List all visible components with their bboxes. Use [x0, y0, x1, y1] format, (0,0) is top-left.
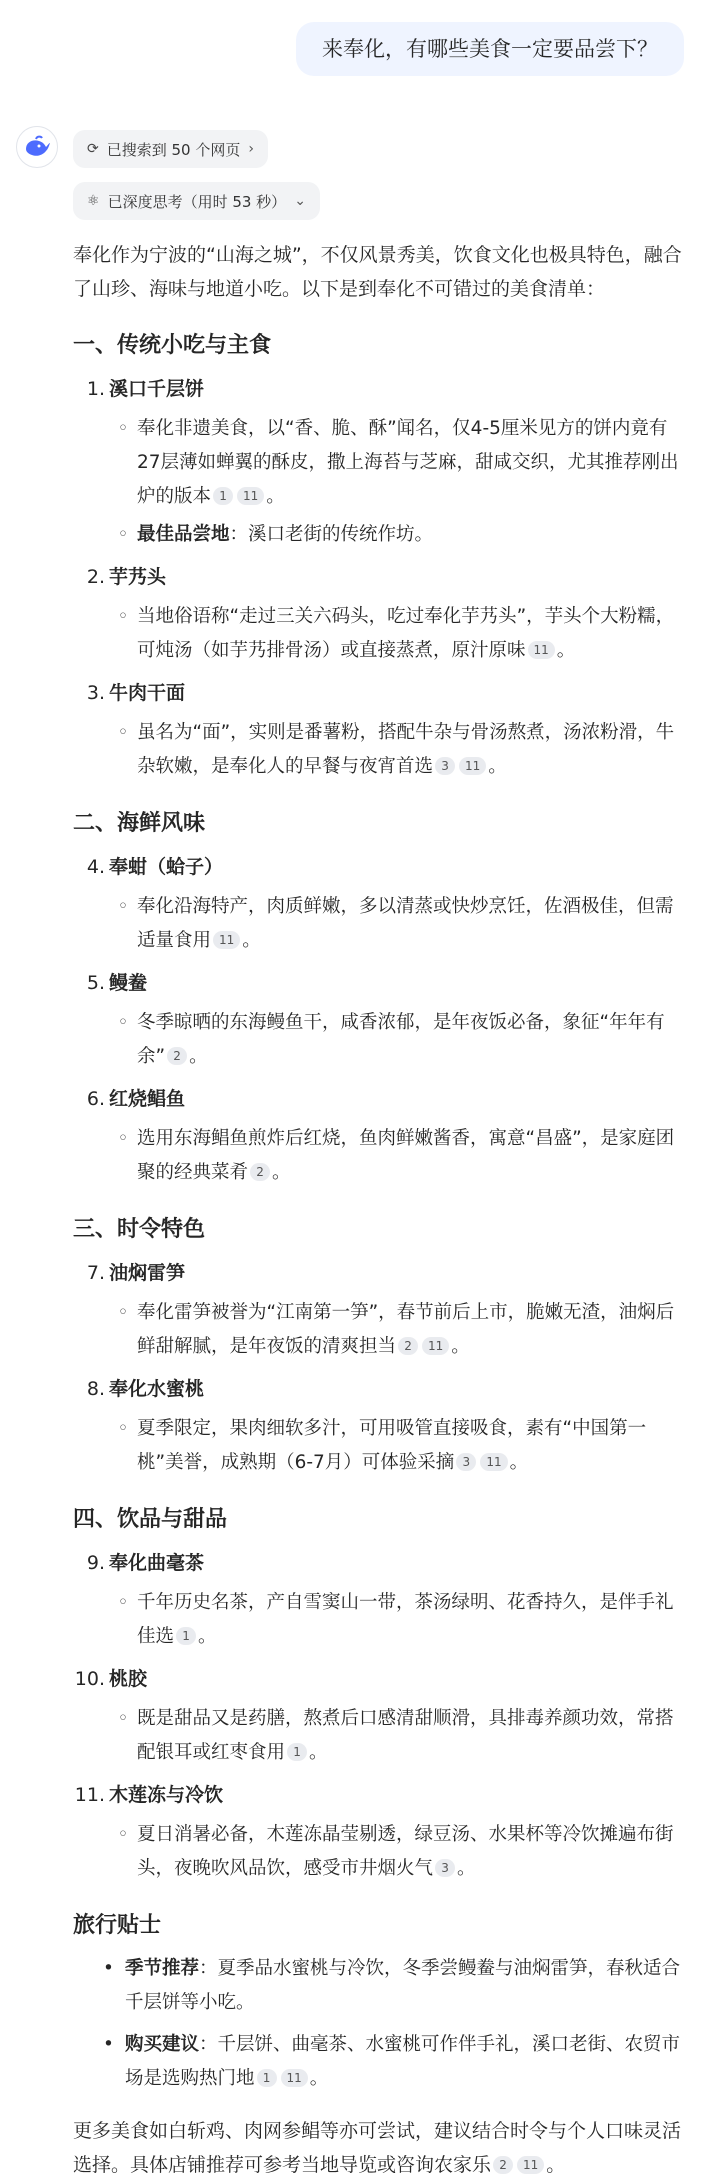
end-punct: 。	[266, 486, 285, 507]
food-item	[73, 1256, 685, 1364]
item-name: 红烧鲳鱼	[109, 1088, 186, 1110]
item-number: 5.	[86, 972, 105, 994]
body-text: 奉化雷笋被誉为“江南第一笋”，春节前后上市，脆嫩无渣，油焖后鲜甜解腻，是年夜饭的清爽担当	[137, 1302, 675, 1357]
body-text: 冬季晾晒的东海鳗鱼干，咸香浓郁，是年夜饭必备，象征“年年有余”	[137, 1012, 665, 1067]
sub-bullet-text	[137, 716, 685, 784]
bold-label: 最佳品尝地	[137, 524, 230, 545]
circle-bullet-icon: ◦	[117, 896, 129, 917]
intro-paragraph: 奉化作为宁波的“山海之城”，不仅风景秀美，饮食文化也极具特色，融合了山珍、海味与地道小吃。以下是到奉化不可错过的美食清单：	[73, 244, 682, 300]
sub-bullet-text	[137, 1702, 685, 1770]
sub-bullet	[73, 1006, 685, 1074]
sub-bullet-text	[137, 1412, 685, 1480]
food-item-title	[73, 850, 685, 884]
tips-heading: 旅行贴士	[73, 1913, 162, 1938]
sub-bullet	[73, 1586, 685, 1654]
food-item-title	[73, 1372, 685, 1406]
citation-badge[interactable]: 2	[398, 1337, 418, 1355]
circle-bullet-icon: ◦	[117, 1418, 129, 1439]
citation-badge[interactable]: 1	[287, 1743, 307, 1761]
sub-bullet-text	[137, 1296, 685, 1364]
body-text: 选用东海鲳鱼煎炸后红烧，鱼肉鲜嫩酱香，寓意“昌盛”，是家庭团聚的经典菜肴	[137, 1128, 675, 1183]
citation-badge[interactable]: 11	[528, 641, 555, 659]
food-item-title	[73, 1662, 685, 1696]
whale-logo-icon	[16, 126, 58, 168]
item-number: 4.	[86, 856, 105, 878]
end-punct: 。	[546, 2154, 566, 2176]
sub-bullet-text	[137, 518, 685, 552]
citation-badge[interactable]: 11	[422, 1337, 449, 1355]
assistant-response	[73, 130, 685, 2182]
circle-bullet-icon: ◦	[117, 606, 129, 627]
item-name: 桃胶	[109, 1668, 148, 1690]
item-number: 3.	[86, 682, 105, 704]
body-text: 夏季限定，果肉细软多汁，可用吸管直接吸食，素有“中国第一桃”美誉，成熟期（6-7月）可体验采摘	[137, 1418, 647, 1473]
sub-bullet	[73, 716, 685, 784]
end-punct: 。	[556, 640, 576, 661]
body-text: 夏日消暑必备，木莲冻晶莹剔透，绿豆汤、水果杯等冷饮摊遍布街头，夜晚吹风品饮，感受市井烟火气	[137, 1824, 674, 1879]
item-number: 8.	[86, 1378, 105, 1400]
food-item-title	[73, 1546, 685, 1580]
citation-badge[interactable]: 2	[250, 1163, 270, 1181]
body-text: 千年历史名茶，产自雪窦山一带，茶汤绿明、花香持久，是伴手礼佳选	[137, 1592, 674, 1647]
user-message-row	[0, 0, 702, 76]
item-name: 鳗鲞	[109, 972, 148, 994]
food-item	[73, 966, 685, 1074]
sub-bullet-text	[137, 1586, 685, 1654]
section-heading: 二、海鲜风味	[73, 811, 206, 836]
body-text: 奉化非遗美食，以“香、脆、酥”闻名，仅4-5厘米见方的饼内竟有27层薄如蝉翼的酥皮，撒上海苔与芝麻，甜咸交织，尤其推荐刚出炉的版本	[137, 418, 679, 507]
food-item	[73, 1372, 685, 1480]
sub-bullet	[73, 1296, 685, 1364]
citation-badge[interactable]: 1	[176, 1627, 196, 1645]
tip-item	[73, 1952, 685, 2020]
food-item-title	[73, 372, 685, 406]
sections-container	[73, 330, 685, 1886]
body-text: 当地俗语称“走过三关六码头，吃过奉化芋艿头”，芋头个大粉糯，可炖汤（如芋艿排骨汤）或直接蒸煮，原汁原味	[137, 606, 675, 661]
item-name: 溪口千层饼	[109, 378, 205, 400]
item-number: 2.	[86, 566, 105, 588]
section-heading: 三、时令特色	[73, 1217, 206, 1242]
sub-bullet	[73, 890, 685, 958]
item-number: 7.	[86, 1262, 105, 1284]
chevron-right-icon: ›	[248, 141, 254, 157]
end-punct: 。	[451, 1336, 470, 1357]
food-item-title	[73, 1082, 685, 1116]
body-text: 奉化沿海特产，肉质鲜嫩，多以清蒸或快炒烹饪，佐酒极佳，但需适量食用	[137, 896, 674, 951]
food-item	[73, 1662, 685, 1770]
citation-badge[interactable]: 11	[480, 1453, 507, 1471]
end-punct: 。	[242, 930, 261, 951]
citation-badge[interactable]: 3	[435, 1859, 455, 1877]
circle-bullet-icon: ◦	[117, 524, 129, 545]
body-text: 既是甜品又是药膳，熬煮后口感清甜顺滑，具排毒养颜功效，常搭配银耳或红枣食用	[137, 1708, 674, 1763]
citation-badge[interactable]: 1	[213, 487, 233, 505]
section-heading: 一、传统小吃与主食	[73, 333, 272, 358]
end-punct: 。	[272, 1162, 291, 1183]
end-punct: 。	[457, 1858, 476, 1879]
search-refresh-icon: ⟳	[87, 141, 99, 157]
citation-badge[interactable]: 2	[493, 2156, 513, 2174]
chevron-down-icon: ⌄	[294, 193, 306, 209]
item-number: 1.	[86, 378, 105, 400]
circle-bullet-icon: ◦	[117, 1012, 129, 1033]
citation-badge[interactable]: 11	[213, 931, 240, 949]
citation-badge[interactable]: 11	[517, 2156, 544, 2174]
end-punct: 。	[488, 756, 507, 777]
circle-bullet-icon: ◦	[117, 1708, 129, 1729]
item-number: 9.	[86, 1552, 105, 1574]
sub-bullet-text	[137, 1818, 685, 1886]
food-item-title	[73, 676, 685, 710]
body-text: 虽名为“面”，实则是番薯粉，搭配牛杂与骨汤熬煮，汤浓粉滑，牛杂软嫩，是奉化人的早餐与夜宵首选	[137, 722, 675, 777]
body-text: ：千层饼、曲毫茶、水蜜桃可作伴手礼，溪口老街、农贸市场是选购热门地	[125, 2034, 681, 2089]
sub-bullet	[73, 600, 685, 668]
bold-label: 季节推荐	[125, 1958, 200, 1979]
atom-icon: ⚛	[87, 193, 100, 209]
sub-bullet	[73, 1702, 685, 1770]
item-name: 芋艿头	[109, 566, 167, 588]
section-heading: 四、饮品与甜品	[73, 1507, 228, 1532]
user-message-bubble: 来奉化，有哪些美食一定要品尝下？	[296, 22, 684, 76]
sub-bullet-text	[137, 412, 685, 514]
tips-list	[73, 1952, 685, 2096]
body-text: ：溪口老街的传统作坊。	[229, 524, 434, 545]
sub-bullet	[73, 412, 685, 514]
item-number: 6.	[86, 1088, 105, 1110]
sub-bullet	[73, 1122, 685, 1190]
circle-bullet-icon: ◦	[117, 1824, 129, 1845]
sub-bullet	[73, 518, 685, 552]
sub-bullet	[73, 1412, 685, 1480]
food-item	[73, 676, 685, 784]
sub-bullet-text	[137, 1122, 685, 1190]
bold-label: 购买建议	[125, 2034, 200, 2055]
item-number: 10.	[74, 1668, 105, 1690]
bullet-dot-icon: •	[103, 2034, 114, 2055]
search-results-label: 已搜索到 50 个网页	[106, 140, 241, 159]
food-item-title	[73, 1256, 685, 1290]
circle-bullet-icon: ◦	[117, 418, 129, 439]
item-number: 11.	[74, 1784, 105, 1806]
item-name: 奉化水蜜桃	[109, 1378, 205, 1400]
end-punct: 。	[198, 1626, 217, 1647]
sub-bullet-text	[137, 600, 685, 668]
citation-badge[interactable]: 11	[237, 487, 264, 505]
circle-bullet-icon: ◦	[117, 722, 129, 743]
citation-badge[interactable]: 3	[456, 1453, 476, 1471]
circle-bullet-icon: ◦	[117, 1128, 129, 1149]
item-name: 油焖雷笋	[109, 1262, 186, 1284]
citation-badge[interactable]: 1	[257, 2069, 277, 2087]
food-item-title	[73, 1778, 685, 1812]
food-item	[73, 372, 685, 552]
tip-text	[125, 2028, 685, 2096]
end-punct: 。	[189, 1046, 208, 1067]
citation-badge[interactable]: 11	[281, 2069, 308, 2087]
food-item-title	[73, 966, 685, 1000]
bullet-dot-icon: •	[103, 1958, 114, 1979]
food-item	[73, 1778, 685, 1886]
food-item	[73, 560, 685, 668]
circle-bullet-icon: ◦	[117, 1592, 129, 1613]
citation-badge[interactable]: 2	[167, 1047, 187, 1065]
food-item	[73, 1546, 685, 1654]
deep-think-label: 已深度思考（用时 53 秒）	[107, 192, 287, 211]
item-name: 木莲冻与冷饮	[109, 1784, 224, 1806]
tip-item	[73, 2028, 685, 2096]
food-item-title	[73, 560, 685, 594]
end-punct: 。	[309, 2068, 329, 2089]
item-name: 奉蚶（蛤子）	[109, 856, 224, 878]
circle-bullet-icon: ◦	[117, 1302, 129, 1323]
food-item	[73, 1082, 685, 1190]
end-punct: 。	[509, 1452, 529, 1473]
citation-badge[interactable]: 3	[435, 757, 455, 775]
body-text: 更多美食如白斩鸡、肉网参鲳等亦可尝试，建议结合时令与个人口味灵活选择。具体店铺推荐可参考当地导览或咨询农家乐	[73, 2120, 682, 2176]
item-name: 奉化曲毫茶	[109, 1552, 205, 1574]
tip-text	[125, 1952, 685, 2020]
sub-bullet	[73, 1818, 685, 1886]
food-item	[73, 850, 685, 958]
item-name: 牛肉干面	[109, 682, 186, 704]
deep-think-chip[interactable]	[73, 182, 320, 220]
end-punct: 。	[309, 1742, 328, 1763]
sub-bullet-text	[137, 1006, 685, 1074]
body-text: ：夏季品水蜜桃与冷饮，冬季尝鳗鲞与油焖雷笋，春秋适合千层饼等小吃。	[125, 1958, 681, 2013]
search-results-chip[interactable]	[73, 130, 268, 168]
citation-badge[interactable]: 11	[459, 757, 486, 775]
sub-bullet-text	[137, 890, 685, 958]
